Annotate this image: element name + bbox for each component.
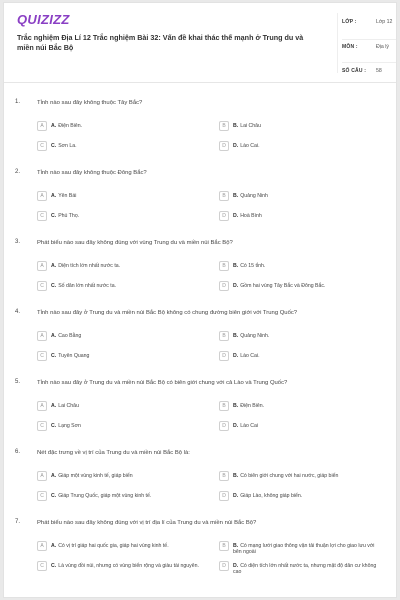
quiz-page xyxy=(3,2,397,598)
answer-option-b[interactable] xyxy=(219,191,384,201)
option-letter: A. xyxy=(51,402,57,409)
option-box[interactable]: B xyxy=(219,541,229,551)
answer-option-c[interactable] xyxy=(37,281,207,291)
option-letter: C. xyxy=(51,282,57,289)
option-box[interactable]: D xyxy=(219,421,229,431)
question-number: 1. xyxy=(15,99,21,105)
option-box[interactable]: C xyxy=(37,141,47,151)
option-box[interactable]: A xyxy=(37,121,47,131)
option-text: Có 15 tỉnh. xyxy=(240,262,266,269)
option-box[interactable]: C xyxy=(37,211,47,221)
meta-count-label: SỐ CÂU : xyxy=(342,68,367,74)
option-letter: C. xyxy=(51,492,57,499)
option-text: Quảng Ninh. xyxy=(240,332,270,339)
option-content xyxy=(51,541,169,549)
answer-option-c[interactable] xyxy=(37,491,207,501)
option-letter: A. xyxy=(51,192,57,199)
answer-option-d[interactable] xyxy=(219,141,384,151)
option-box[interactable]: B xyxy=(219,121,229,131)
option-text: Lào Cai. xyxy=(240,142,260,149)
option-letter: C. xyxy=(51,212,57,219)
question-text: Tỉnh nào sau đây ở Trung du và miền núi Bắc Bộ không có chung đường biên giới với Trung Quốc? xyxy=(37,310,298,316)
option-text: Lạng Sơn xyxy=(58,422,81,429)
option-content xyxy=(233,401,264,409)
option-text: Yên Bái xyxy=(58,192,77,199)
quiz-title: Trắc nghiệm Địa Lí 12 Trắc nghiệm Bài 32: Vấn đề khai thác thế mạnh ở Trung du và miền núi Bắc Bộ xyxy=(17,33,304,52)
option-text: Diện tích lớn nhất nước ta. xyxy=(58,262,121,269)
quizizz-logo[interactable]: QUIZIZZ xyxy=(17,12,70,27)
option-box[interactable]: A xyxy=(37,261,47,271)
option-text: Sơn La. xyxy=(58,142,77,149)
option-content xyxy=(51,331,81,339)
question-text: Tỉnh nào sau đây không thuộc Tây Bắc? xyxy=(37,100,143,106)
option-letter: D. xyxy=(233,352,239,359)
option-box[interactable]: B xyxy=(219,331,229,341)
option-content xyxy=(233,211,262,219)
option-content xyxy=(233,421,258,429)
option-text: Số dân lớn nhất nước ta. xyxy=(58,282,117,289)
option-content xyxy=(233,471,338,479)
option-text: Lai Châu xyxy=(58,402,79,409)
answer-option-b[interactable] xyxy=(219,261,384,271)
option-box[interactable]: C xyxy=(37,561,47,571)
option-text: Gồm hai vùng Tây Bắc và Đông Bắc. xyxy=(240,282,326,289)
quiz-header xyxy=(4,3,396,83)
option-box[interactable]: B xyxy=(219,471,229,481)
option-letter: B. xyxy=(233,262,239,269)
option-text: Lai Châu xyxy=(240,122,261,129)
answer-option-b[interactable] xyxy=(219,121,384,131)
option-text: Giáp một vùng kinh tế, giáp biển xyxy=(58,472,133,479)
option-box[interactable]: A xyxy=(37,401,47,411)
option-content xyxy=(51,491,151,499)
question-number: 5. xyxy=(15,379,21,385)
option-text: Giáp Trung Quốc, giáp một vùng kinh tế. xyxy=(58,492,152,499)
option-text: Lào Cai. xyxy=(240,352,260,359)
question-text: Nét đặc trưng về vị trí của Trung du và miền núi Bắc Bộ là: xyxy=(37,450,190,456)
option-content xyxy=(51,121,82,129)
answer-option-d[interactable] xyxy=(219,421,384,431)
option-letter: D. xyxy=(233,422,239,429)
answer-option-c[interactable] xyxy=(37,211,207,221)
option-content xyxy=(233,491,302,499)
option-content xyxy=(51,191,76,199)
option-box[interactable]: C xyxy=(37,281,47,291)
meta-subject-label: MÔN : xyxy=(342,44,358,50)
answer-option-c[interactable] xyxy=(37,141,207,151)
option-letter: C. xyxy=(51,142,57,149)
option-content xyxy=(233,121,261,129)
answer-option-d[interactable] xyxy=(219,281,384,291)
option-content xyxy=(51,401,79,409)
option-text: Giáp Lào, không giáp biển. xyxy=(240,492,303,499)
option-text: Quảng Ninh xyxy=(240,192,268,199)
answer-option-c[interactable] xyxy=(37,561,207,571)
option-letter: D. xyxy=(233,282,239,289)
option-content xyxy=(51,351,89,359)
option-content xyxy=(51,141,77,149)
question-text: Tỉnh nào sau đây ở Trung du và miền núi Bắc Bộ có biên giới chung với cả Lào và Trung Quốc? xyxy=(37,380,288,386)
option-box[interactable]: A xyxy=(37,471,47,481)
option-text: Là vùng đồi núi, nhưng có vùng biển rộng và giàu tài nguyên. xyxy=(58,562,199,569)
option-letter: C. xyxy=(51,562,57,569)
option-letter: B. xyxy=(233,402,239,409)
option-letter: A. xyxy=(51,542,57,549)
option-letter: B. xyxy=(233,122,239,129)
option-letter: D. xyxy=(233,142,239,149)
answer-option-b[interactable] xyxy=(219,541,384,556)
option-box[interactable]: A xyxy=(37,541,47,551)
answer-option-b[interactable] xyxy=(219,331,384,341)
question-number: 7. xyxy=(15,519,21,525)
meta-separator xyxy=(342,39,396,40)
option-content xyxy=(51,561,199,569)
option-box[interactable]: D xyxy=(219,561,229,571)
option-box[interactable]: B xyxy=(219,191,229,201)
meta-class-label: LỚP : xyxy=(342,19,357,25)
option-box[interactable]: D xyxy=(219,351,229,361)
option-content xyxy=(233,261,265,269)
option-box[interactable]: D xyxy=(219,141,229,151)
option-box[interactable]: C xyxy=(37,351,47,361)
option-text: Tuyên Quang xyxy=(58,352,90,359)
option-letter: D. xyxy=(233,562,239,569)
option-box[interactable]: D xyxy=(219,491,229,501)
option-content xyxy=(233,331,269,339)
option-text: Phú Thọ. xyxy=(58,212,80,219)
option-letter: A. xyxy=(51,332,57,339)
option-text: Điện Biên. xyxy=(58,122,83,129)
answer-option-c[interactable] xyxy=(37,421,207,431)
meta-count-value: 58 xyxy=(376,68,382,74)
option-content xyxy=(51,471,133,479)
option-content xyxy=(233,141,260,149)
answer-option-d[interactable] xyxy=(219,351,384,361)
question-number: 4. xyxy=(15,309,21,315)
option-content xyxy=(233,191,268,199)
option-letter: B. xyxy=(233,472,239,479)
answer-option-b[interactable] xyxy=(219,401,384,411)
option-box[interactable]: B xyxy=(219,401,229,411)
answer-option-d[interactable] xyxy=(219,561,384,576)
option-box[interactable]: C xyxy=(37,491,47,501)
option-letter: C. xyxy=(51,352,57,359)
answer-option-d[interactable] xyxy=(219,491,384,501)
option-text: Có mạng lưới giao thông vận tải thuận lợi cho giao lưu với bên ngoài xyxy=(233,542,375,555)
question-text: Phát biểu nào sau đây không đúng với vùng Trung du và miền núi Bắc Bộ? xyxy=(37,240,233,246)
answer-option-a[interactable] xyxy=(37,401,207,411)
option-letter: D. xyxy=(233,492,239,499)
option-content xyxy=(233,281,325,289)
option-letter: B. xyxy=(233,542,239,549)
option-text: Có biên giới chung với hai nước, giáp biển xyxy=(240,472,339,479)
answer-option-c[interactable] xyxy=(37,351,207,361)
option-content xyxy=(233,351,260,359)
answer-option-a[interactable] xyxy=(37,541,207,551)
option-box[interactable]: B xyxy=(219,261,229,271)
option-text: Hoà Bình xyxy=(240,212,262,219)
meta-class-value: Lớp 12 xyxy=(376,19,393,25)
option-letter: B. xyxy=(233,332,239,339)
question-number: 6. xyxy=(15,449,21,455)
option-box[interactable]: A xyxy=(37,191,47,201)
option-content xyxy=(233,541,384,556)
answer-option-a[interactable] xyxy=(37,471,207,481)
option-box[interactable]: C xyxy=(37,421,47,431)
meta-separator xyxy=(342,62,396,63)
option-text: Lào Cai xyxy=(240,422,259,429)
question-text: Phát biểu nào sau đây không đúng với vị trí địa lí của Trung du và miền núi Bắc Bộ? xyxy=(37,520,257,526)
option-content xyxy=(233,561,384,576)
option-letter: A. xyxy=(51,472,57,479)
option-letter: D. xyxy=(233,212,239,219)
option-letter: A. xyxy=(51,262,57,269)
option-text: Có vị trí giáp hai quốc gia, giáp hai vùng kinh tế. xyxy=(58,542,169,549)
question-text: Tỉnh nào sau đây không thuộc Đông Bắc? xyxy=(37,170,147,176)
option-content xyxy=(51,421,81,429)
option-content xyxy=(51,281,116,289)
answer-option-a[interactable] xyxy=(37,261,207,271)
question-number: 2. xyxy=(15,169,21,175)
option-box[interactable]: A xyxy=(37,331,47,341)
option-content xyxy=(51,211,79,219)
answer-option-a[interactable] xyxy=(37,331,207,341)
option-text: Điện Biên. xyxy=(240,402,265,409)
meta-divider xyxy=(337,13,338,73)
option-letter: C. xyxy=(51,422,57,429)
answer-option-a[interactable] xyxy=(37,121,207,131)
option-letter: A. xyxy=(51,122,57,129)
option-box[interactable]: D xyxy=(219,211,229,221)
option-content xyxy=(51,261,120,269)
option-box[interactable]: D xyxy=(219,281,229,291)
answer-option-d[interactable] xyxy=(219,211,384,221)
option-letter: B. xyxy=(233,192,239,199)
answer-option-b[interactable] xyxy=(219,471,384,481)
option-text: Có diện tích lớn nhất nước ta, nhưng mật độ dân cư không cao xyxy=(233,562,377,575)
answer-option-a[interactable] xyxy=(37,191,207,201)
question-number: 3. xyxy=(15,239,21,245)
option-text: Cao Bằng xyxy=(58,332,82,339)
meta-subject-value: Địa lý xyxy=(376,44,389,50)
